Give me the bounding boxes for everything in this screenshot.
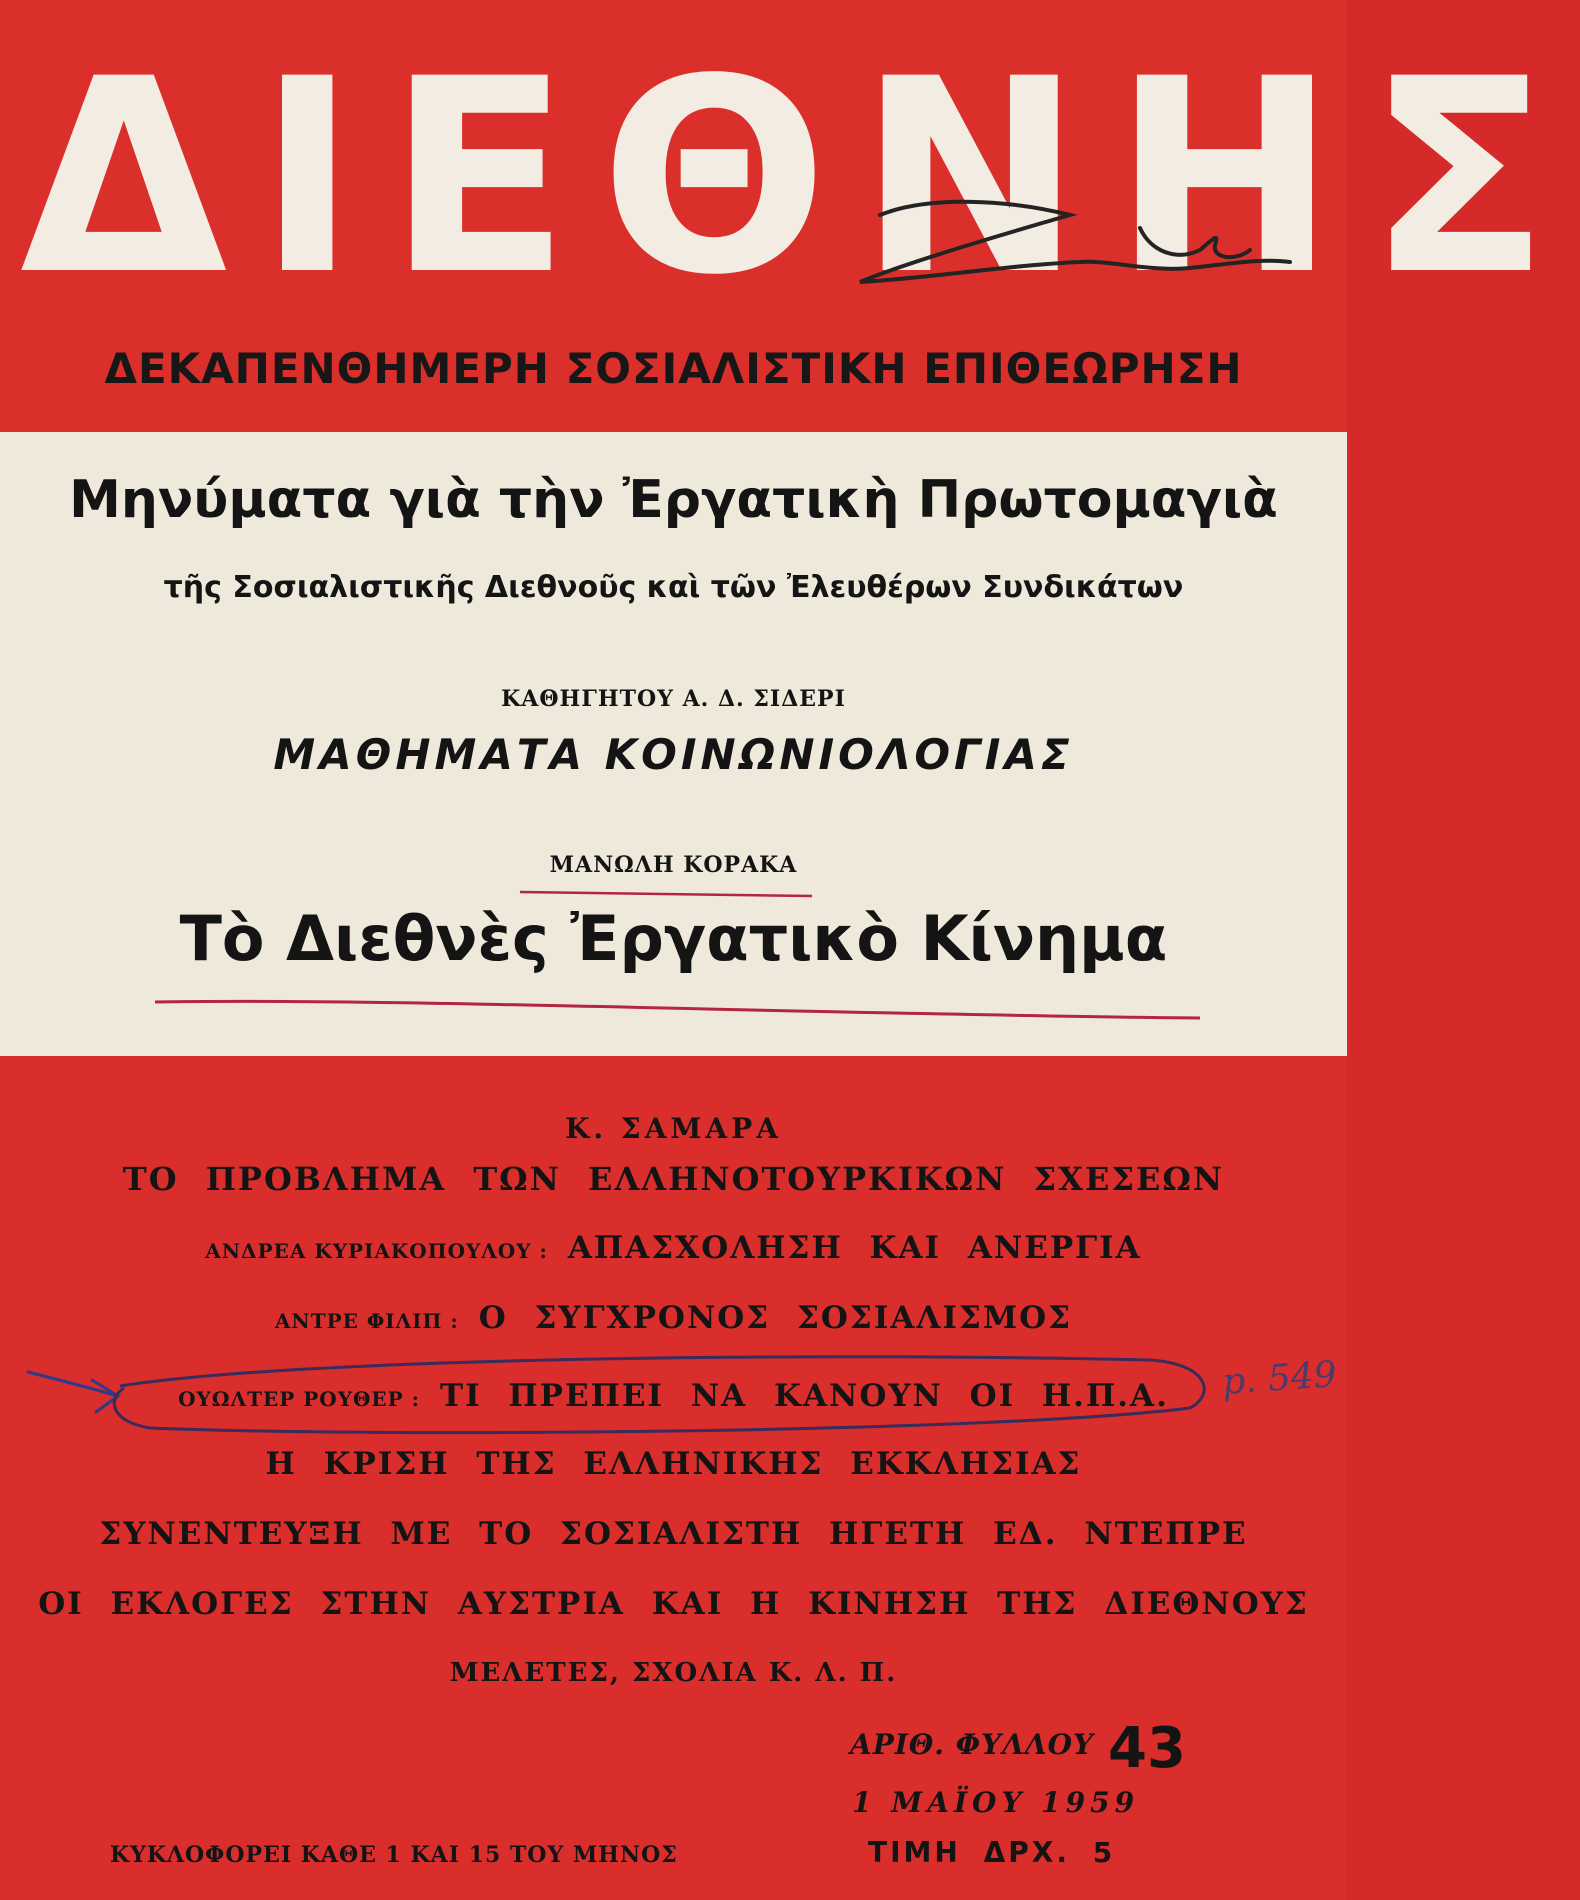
feature-subheadline: τῆς Σοσιαλιστικῆς Διεθνοῦς καὶ τῶν Ἐλευθέρων Συνδικάτων: [163, 570, 1184, 605]
contents-misc: ΜΕΛΕΤΕΣ, ΣΧΟΛΙΑ Κ. Λ. Π.: [449, 1658, 898, 1688]
issue-number: 43: [1108, 1716, 1186, 1781]
masthead-title: ΔΙΕΘΝΗΣ: [20, 22, 1580, 334]
contents-row: [0, 1230, 1347, 1266]
contents-row-title: ΑΠΑΣΧΟΛΗΣΗ ΚΑΙ ΑΝΕΡΓΙΑ: [567, 1230, 1142, 1266]
article-author-koraka: ΜΑΝΩΛΗ ΚΟΡΑΚΑ: [549, 852, 798, 878]
issue-date: 1 ΜΑΪΟΥ 1959: [852, 1786, 1140, 1819]
contents-row: [0, 1300, 1347, 1336]
article-title-sociology: ΜΑΘΗΜΑΤΑ ΚΟΙΝΩΝΙΟΛΟΓΙΑΣ: [273, 730, 1074, 779]
article-author-sideri: ΚΑΘΗΓΗΤΟΥ Α. Δ. ΣΙΔΕΡΙ: [501, 686, 846, 712]
publication-frequency: ΚΥΚΛΟΦΟΡΕΙ ΚΑΘΕ 1 ΚΑΙ 15 ΤΟΥ ΜΗΝΟΣ: [110, 1842, 678, 1868]
contents-row-title: Ο ΣΥΓΧΡΟΝΟΣ ΣΟΣΙΑΛΙΣΜΟΣ: [478, 1300, 1073, 1336]
contents-line: ΟΙ ΕΚΛΟΓΕΣ ΣΤΗΝ ΑΥΣΤΡΙΑ ΚΑΙ Η ΚΙΝΗΣΗ ΤΗΣ ΔΙΕΘΝΟΥΣ: [38, 1586, 1309, 1622]
issue-price: ΤΙΜΗ ΔΡΧ. 5: [868, 1836, 1116, 1869]
feature-headline: Μηνύματα γιὰ τὴν Ἐργατικὴ Πρωτομαγιὰ: [69, 470, 1278, 530]
article-title-labor-movement: Τὸ Διεθνὲς Ἐργατικὸ Κίνημα: [179, 902, 1168, 975]
contents-row: [0, 1378, 1347, 1414]
handwritten-page-note: p. 549: [1220, 1354, 1338, 1403]
contents-line: ΣΥΝΕΝΤΕΥΞΗ ΜΕ ΤΟ ΣΟΣΙΑΛΙΣΤΗ ΗΓΕΤΗ ΕΔ. ΝΤΕΠΡΕ: [99, 1516, 1248, 1552]
contents-row-author: ΟΥΩΛΤΕΡ ΡΟΥΘΕΡ :: [178, 1387, 421, 1411]
contents-row-author: ΑΝΤΡΕ ΦΙΛΙΠ :: [274, 1309, 459, 1333]
contents-author-samaras: Κ. ΣΑΜΑΡΑ: [565, 1112, 782, 1145]
masthead-subtitle: ΔΕΚΑΠΕΝΘΗΜΕΡΗ ΣΟΣΙΑΛΙΣΤΙΚΗ ΕΠΙΘΕΩΡΗΣΗ: [104, 344, 1243, 393]
contents-row-title: ΤΙ ΠΡΕΠΕΙ ΝΑ ΚΑΝΟΥΝ ΟΙ Η.Π.Α.: [440, 1378, 1169, 1414]
contents-line: Η ΚΡΙΣΗ ΤΗΣ ΕΛΛΗΝΙΚΗΣ ΕΚΚΛΗΣΙΑΣ: [265, 1446, 1082, 1482]
contents-row-author: ΑΝΔΡΕΑ ΚΥΡΙΑΚΟΠΟΥΛΟΥ :: [205, 1239, 548, 1263]
contents-title-samaras: ΤΟ ΠΡΟΒΛΗΜΑ ΤΩΝ ΕΛΛΗΝΟΤΟΥΡΚΙΚΩΝ ΣΧΕΣΕΩΝ: [122, 1160, 1225, 1198]
issue-label: ΑΡΙΘ. ΦΥΛΛΟΥ: [850, 1728, 1094, 1761]
